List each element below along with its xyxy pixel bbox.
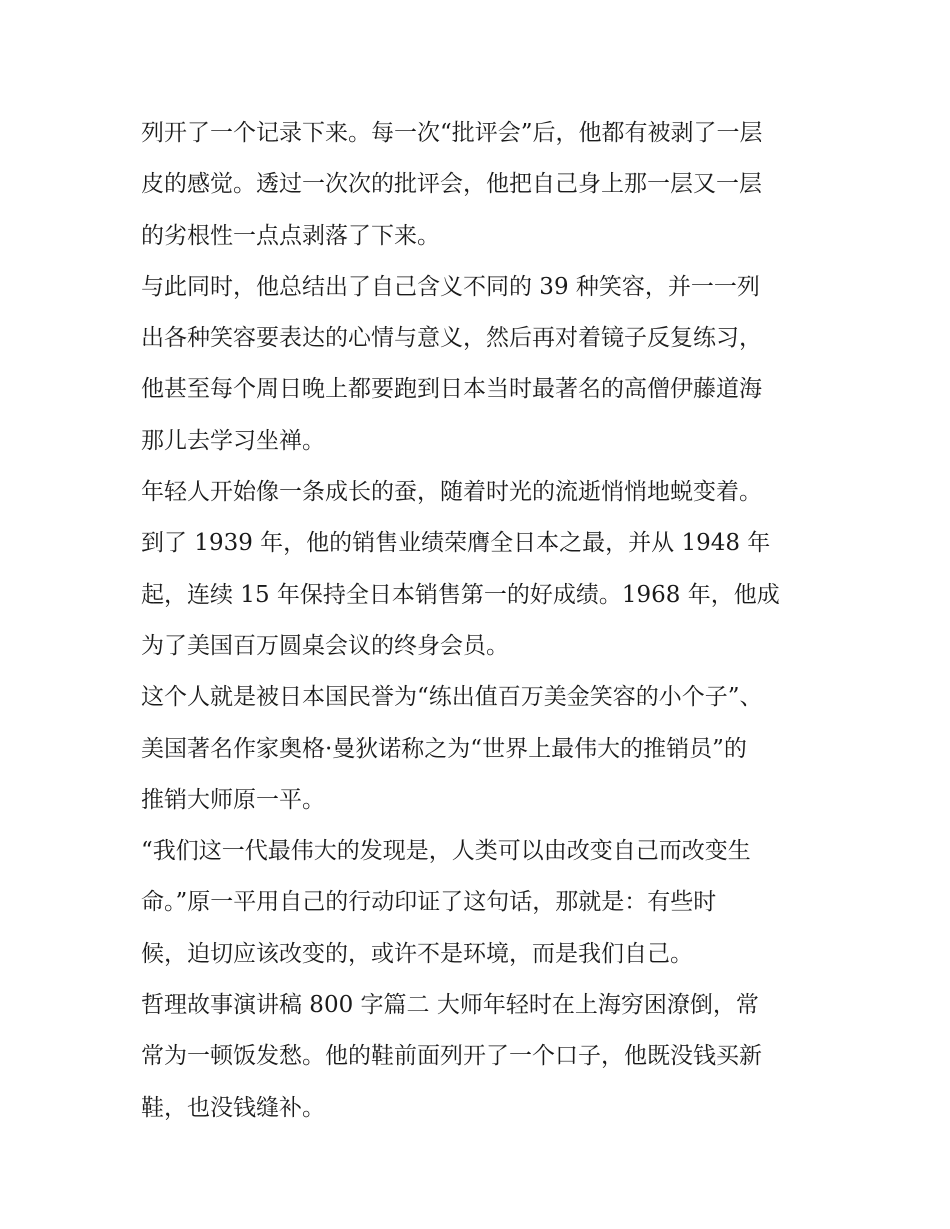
text-line: 为了美国百万圆桌会议的终身会员。 [141,632,509,659]
text-line: 与此同时，他总结出了自己含义不同的 39 种笑容，并一一列 [141,273,760,300]
text-line: 鞋，也没钱缝补。 [141,1094,325,1121]
text-line: 这个人就是被日本国民誉为“练出值百万美金笑容的小个子”、 [141,684,763,711]
text-line: 的劣根性一点点剥落了下来。 [141,222,440,249]
text-line: 推销大师原一平。 [141,786,325,813]
text-line: 常为一顿饭发愁。他的鞋前面列开了一个口子，他既没钱买新 [141,1043,762,1070]
text-line: 列开了一个记录下来。每一次“批评会”后，他都有被剥了一层 [141,120,763,146]
text-line: 美国著名作家奥格·曼狄诺称之为“世界上最伟大的推销员”的 [141,735,747,762]
document-body [141,108,821,1134]
text-line: 皮的感觉。透过一次次的批评会，他把自己身上那一层又一层 [141,171,762,198]
text-line: 出各种笑容要表达的心情与意义，然后再对着镜子反复练习， [141,325,762,352]
text-line: 他甚至每个周日晚上都要跑到日本当时最著名的高僧伊藤道海 [141,376,762,403]
text-line: 那儿去学习坐禅。 [141,427,325,454]
text-line: 年轻人开始像一条成长的蚕，随着时光的流逝悄悄地蜕变着。 [141,479,762,506]
text-line: 候，迫切应该改变的，或许不是环境，而是我们自己。 [141,940,693,967]
text-line: 命。”原一平用自己的行动印证了这句话，那就是：有些时 [141,889,717,916]
text-line: 到了 1939 年，他的销售业绩荣膺全日本之最，并从 1948 年 [141,530,771,557]
text-line: 哲理故事演讲稿 800 字篇二 大师年轻时在上海穷困潦倒，常 [141,992,759,1019]
text-line: “我们这一代最伟大的发现是，人类可以由改变自己而改变生 [141,838,751,865]
text-line: 起，连续 15 年保持全日本销售第一的好成绩。1968 年，他成 [141,581,780,608]
